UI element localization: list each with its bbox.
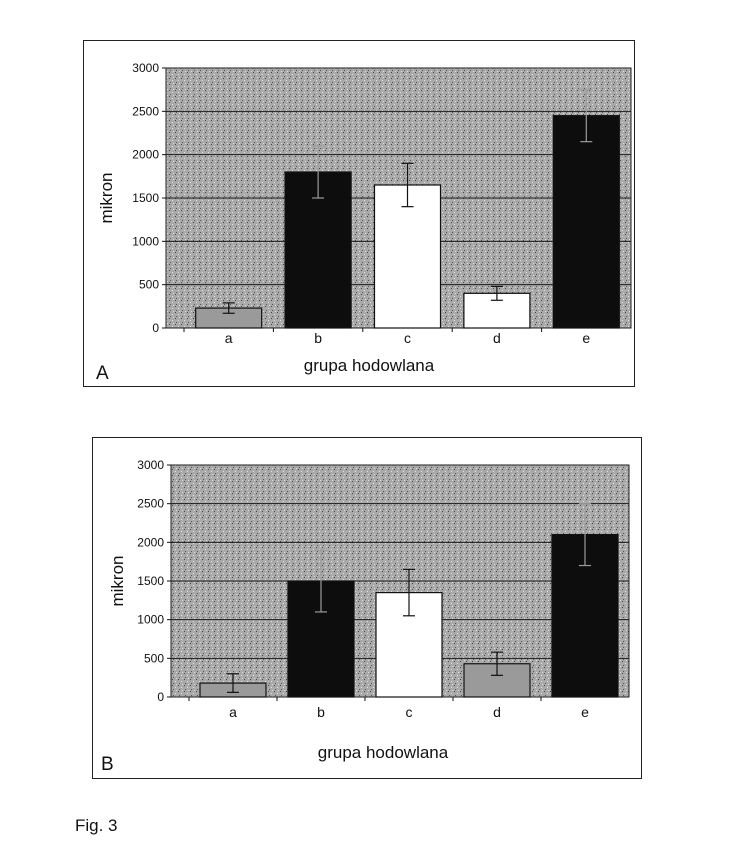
y-tick-label: 1500 bbox=[137, 574, 164, 588]
category-label-c: c bbox=[404, 330, 411, 346]
panel-letter-a: A bbox=[96, 363, 109, 384]
x-axis-title: grupa hodowlana bbox=[317, 743, 449, 762]
category-label-a: a bbox=[229, 704, 237, 720]
category-label-d: d bbox=[493, 704, 501, 720]
figure-label: Fig. 3 bbox=[75, 816, 118, 835]
category-label-b: b bbox=[314, 330, 322, 346]
y-tick-label: 1000 bbox=[132, 234, 159, 249]
category-label-e: e bbox=[582, 330, 591, 346]
y-tick-label: 500 bbox=[138, 277, 159, 292]
y-axis-title: mikron bbox=[108, 555, 127, 607]
y-tick-label: 2000 bbox=[137, 535, 164, 550]
panel-letter-b: B bbox=[101, 754, 114, 775]
y-tick-label: 0 bbox=[157, 690, 164, 704]
y-tick-label: 0 bbox=[152, 321, 159, 335]
category-label-a: a bbox=[224, 330, 233, 346]
y-tick-label: 3000 bbox=[137, 458, 164, 472]
chart-a-svg bbox=[84, 41, 634, 386]
category-label-d: d bbox=[493, 330, 501, 346]
y-tick-label: 2000 bbox=[132, 147, 159, 162]
y-tick-label: 500 bbox=[143, 651, 164, 666]
y-tick-label: 3000 bbox=[132, 61, 159, 75]
y-tick-label: 1500 bbox=[132, 191, 159, 205]
category-label-b: b bbox=[317, 704, 325, 720]
chart-b-svg bbox=[93, 438, 641, 778]
y-tick-label: 1000 bbox=[137, 612, 164, 627]
category-label-c: c bbox=[405, 704, 413, 720]
y-tick-label: 2500 bbox=[132, 104, 159, 119]
chart-panel-b bbox=[92, 437, 642, 779]
x-axis-title: grupa hodowlana bbox=[303, 356, 435, 375]
category-label-e: e bbox=[581, 704, 589, 720]
chart-panel-a bbox=[83, 40, 635, 387]
bar-e bbox=[553, 116, 619, 328]
y-axis-title: mikron bbox=[97, 172, 116, 224]
y-tick-label: 2500 bbox=[137, 496, 164, 511]
